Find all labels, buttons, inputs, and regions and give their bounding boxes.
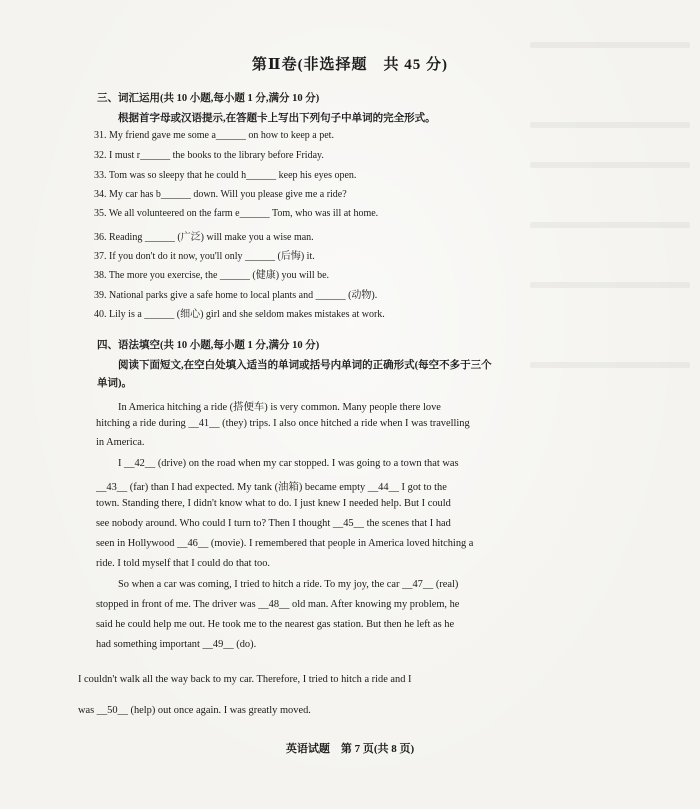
section3-heading: 三、词汇运用(共 10 小题,每小题 1 分,满分 10 分) — [97, 93, 320, 104]
question-36: 36. Reading ______ (广泛) will make you a wise man. — [94, 232, 314, 243]
passage-line: stopped in front of me. The driver was __48__ old man. After knowing my problem, he — [96, 599, 460, 610]
section4-heading: 四、语法填空(共 10 小题,每小题 1 分,满分 10 分) — [97, 340, 320, 351]
passage-line: hitching a ride during __41__ (they) trips. I also once hitched a ride when I was travelling — [96, 418, 470, 429]
passage-line: I couldn't walk all the way back to my car. Therefore, I tried to hitch a ride and I — [78, 674, 412, 685]
section4-instruction-line2: 单词)。 — [97, 378, 132, 389]
passage-line: see nobody around. Who could I turn to? Then I thought __45__ the scenes that I had — [96, 518, 451, 529]
show-through-mark — [530, 42, 690, 48]
section3-instruction: 根据首字母或汉语提示,在答题卡上写出下列句子中单词的完全形式。 — [118, 113, 436, 124]
passage-line: had something important __49__ (do). — [96, 639, 257, 650]
passage-line: I __42__ (drive) on the road when my car stopped. I was going to a town that was — [118, 458, 459, 469]
question-37: 37. If you don't do it now, you'll only ______ (后悔) it. — [94, 251, 315, 262]
show-through-mark — [530, 362, 690, 368]
question-32: 32. I must r______ the books to the library before Friday. — [94, 150, 324, 161]
passage-line: In America hitching a ride (搭便车) is very common. Many people there love — [118, 402, 441, 413]
question-33: 33. Tom was so sleepy that he could h______ keep his eyes open. — [94, 170, 357, 181]
page-footer: 英语试题 第 7 页(共 8 页) — [285, 743, 415, 755]
passage-line: So when a car was coming, I tried to hitch a ride. To my joy, the car __47__ (real) — [118, 579, 459, 590]
passage-line: ride. I told myself that I could do that too. — [96, 558, 271, 569]
show-through-mark — [530, 162, 690, 168]
passage-line: seen in Hollywood __46__ (movie). I remembered that people in America loved hitching a — [96, 538, 474, 549]
passage-line: in America. — [96, 437, 145, 448]
question-35: 35. We all volunteered on the farm e______ Tom, who was ill at home. — [94, 208, 379, 219]
passage-line: was __50__ (help) out once again. I was greatly moved. — [78, 705, 311, 716]
show-through-mark — [530, 222, 690, 228]
question-31: 31. My friend gave me some a______ on how to keep a pet. — [94, 130, 334, 141]
passage-line: said he could help me out. He took me to the nearest gas station. But then he left as he — [96, 619, 455, 630]
show-through-mark — [530, 122, 690, 128]
question-39: 39. National parks give a safe home to local plants and ______ (动物). — [94, 290, 378, 301]
section4-instruction-line1: 阅读下面短文,在空白处填入适当的单词或括号内单词的正确形式(每空不多于三个 — [118, 360, 492, 371]
passage-line: town. Standing there, I didn't know what to do. I just knew I needed help. But I could — [96, 498, 451, 509]
question-34: 34. My car has b______ down. Will you please give me a ride? — [94, 189, 347, 200]
part-title: 第Ⅱ卷(非选择题 共 45 分) — [251, 57, 449, 73]
question-40: 40. Lily is a ______ (细心) girl and she seldom makes mistakes at work. — [94, 309, 385, 320]
question-38: 38. The more you exercise, the ______ (健康) you will be. — [94, 270, 330, 281]
passage-line: __43__ (far) than I had expected. My tank (油箱) became empty __44__ I got to the — [96, 482, 447, 493]
show-through-mark — [530, 282, 690, 288]
